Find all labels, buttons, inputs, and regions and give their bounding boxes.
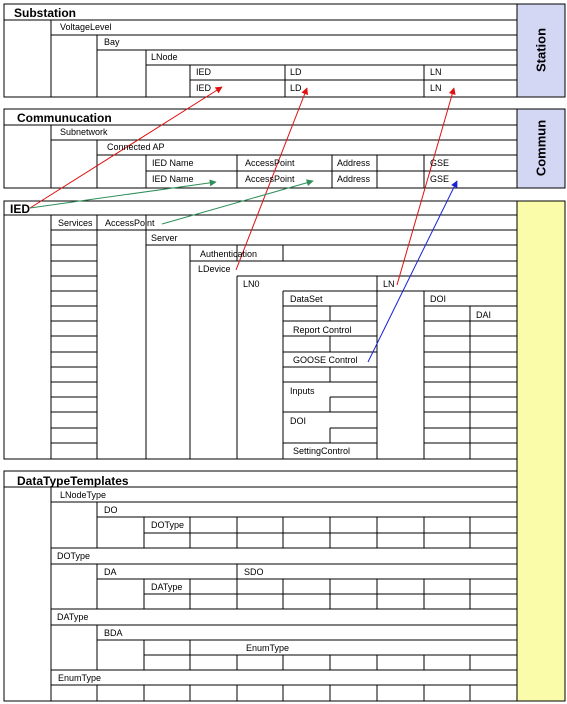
ied-access-point-label: AccessPoint	[105, 218, 155, 228]
comm-address-label-2: Address	[337, 174, 371, 184]
comm-ied-name-label: IED Name	[152, 158, 194, 168]
lnode-ied-label: IED	[196, 67, 212, 77]
subnetwork-label: Subnetwork	[60, 127, 108, 137]
ied-title: IED	[10, 202, 31, 216]
ied-side-panel	[517, 201, 565, 701]
datatypetemplates-title: DataTypeTemplates	[17, 474, 129, 488]
comm-gse-label-2: GSE	[430, 174, 450, 184]
ln0-label: LN0	[243, 279, 260, 289]
comm-address-label: Address	[337, 158, 371, 168]
dotype-inner-label: DOType	[151, 520, 185, 530]
comm-ied-name-label-2: IED Name	[152, 174, 194, 184]
services-label: Services	[58, 218, 93, 228]
station-side-label: Station	[533, 27, 549, 73]
lnodetype-label: LNodeType	[60, 490, 107, 500]
bda-label: BDA	[104, 628, 123, 638]
lnode-ln-label: LN	[430, 67, 442, 77]
authentication-label: Authentication	[200, 249, 258, 259]
lnode-ln-label-2: LN	[430, 83, 442, 93]
lnode-ld-label-2: LD	[290, 83, 302, 93]
setting-control-label: SettingControl	[293, 446, 351, 456]
connected-ap-label: Connected AP	[107, 142, 165, 152]
report-control-label: Report Control	[293, 325, 352, 335]
communication-title: Communucation	[17, 111, 112, 125]
sdo-label: SDO	[244, 567, 264, 577]
inputs-label: Inputs	[290, 386, 315, 396]
datype-inner-label: DAType	[151, 582, 183, 592]
substation-title: Substation	[14, 6, 76, 20]
goose-control-to-gse-arrow	[368, 181, 457, 362]
comm-access-point-label: AccessPoint	[245, 158, 295, 168]
bay-label: Bay	[104, 37, 120, 47]
voltage-level-label: VoltageLevel	[60, 22, 112, 32]
lnode-ied-label-2: IED	[196, 83, 212, 93]
ldevice-label: LDevice	[198, 264, 231, 274]
comm-gse-label: GSE	[430, 158, 450, 168]
grid-lines	[4, 4, 517, 701]
goose-control-label: GOOSE Control	[293, 355, 358, 365]
ied-to-iedname-arrow	[30, 182, 216, 208]
ln-to-lnode-ln-arrow	[397, 88, 454, 285]
comm-access-point-label-2: AccessPoint	[245, 174, 295, 184]
commun-side-label: Commun	[533, 119, 549, 177]
lnode-label: LNode	[151, 52, 178, 62]
datype-label: DAType	[57, 612, 89, 622]
enumtype-inner-label: EnumType	[246, 643, 290, 653]
server-label: Server	[151, 233, 178, 243]
doi-label: DOI	[430, 294, 447, 304]
da-label: DA	[104, 567, 117, 577]
enumtype-label: EnumType	[58, 673, 102, 683]
dataset-label: DataSet	[290, 294, 323, 304]
dai-label: DAI	[476, 310, 492, 320]
dotype-label: DOType	[57, 551, 91, 561]
do-label: DO	[104, 505, 118, 515]
ied-ln-label: LN	[383, 279, 395, 289]
lnode-ld-label: LD	[290, 67, 302, 77]
doi-ln0-label: DOI	[290, 416, 307, 426]
